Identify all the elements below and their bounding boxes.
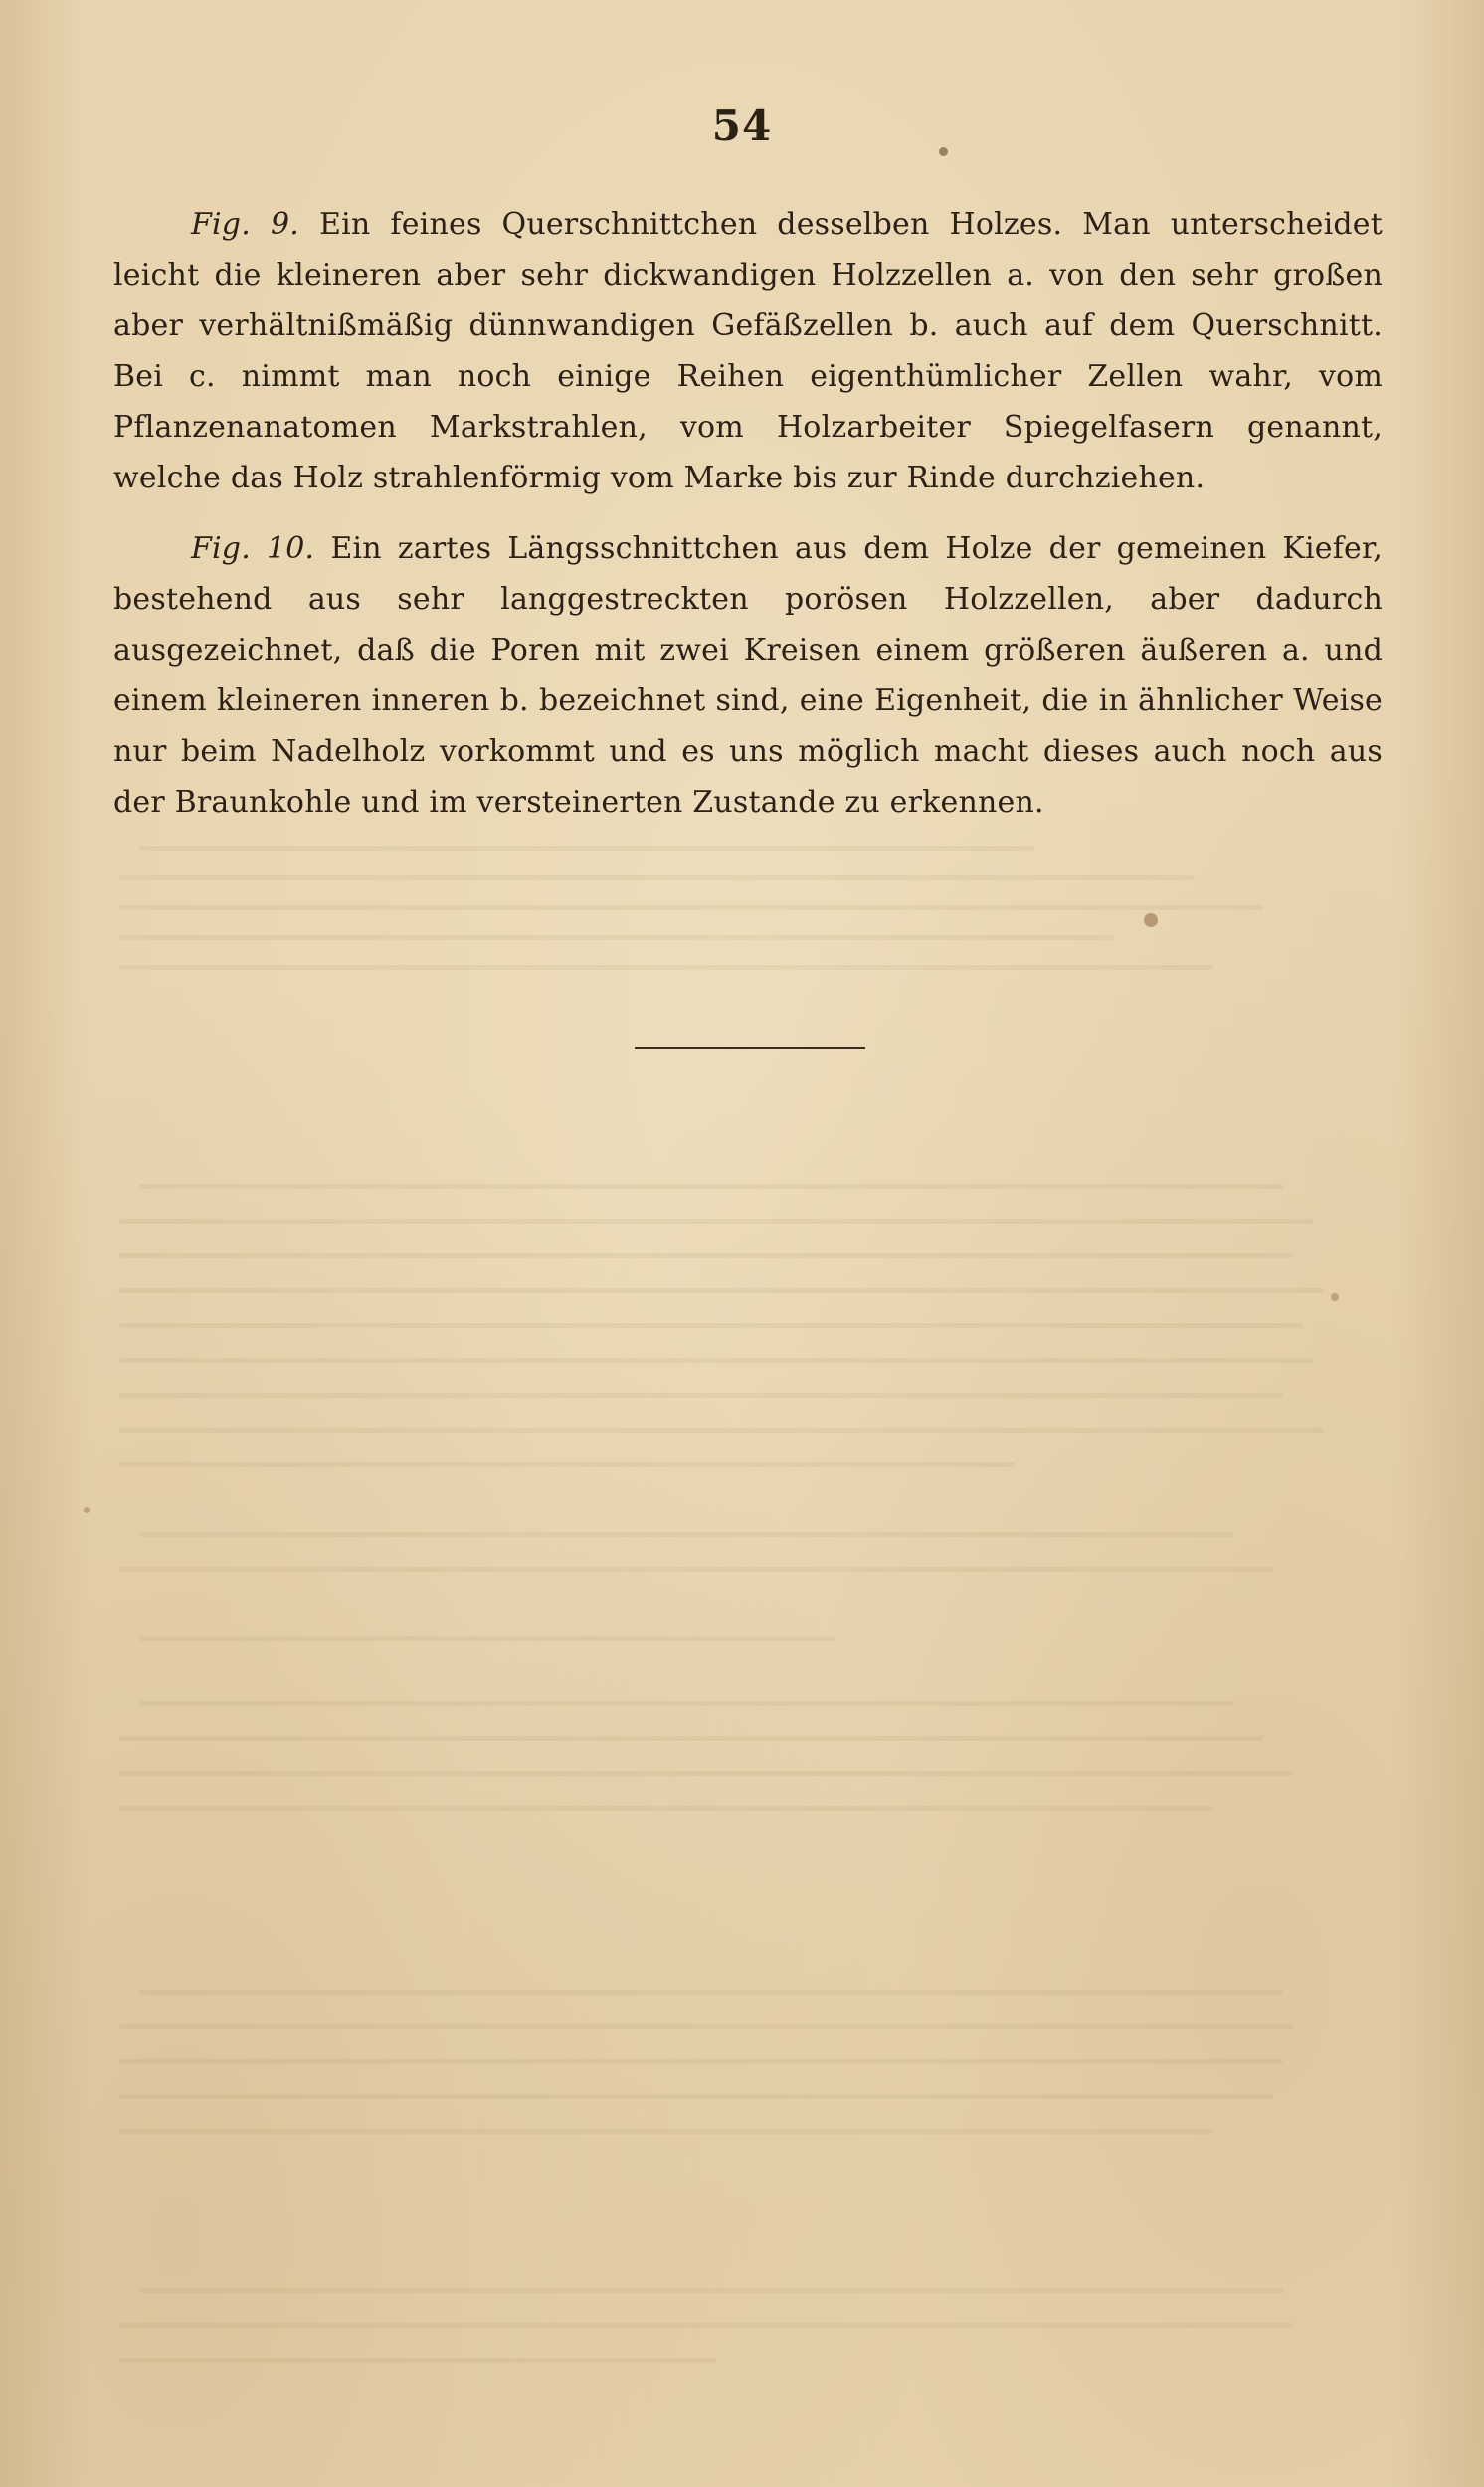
ink-speck: [1144, 913, 1158, 927]
section-divider: [635, 1047, 865, 1049]
ink-speck: [84, 1507, 90, 1513]
figure-label: Fig. 10.: [191, 531, 315, 566]
body-text: [113, 199, 1383, 848]
caption-text: Ein feines Querschnittchen desselben Holzes. Man unterscheidet leicht die kleineren aber sehr dickwandigen Holzzellen a. von den sehr großen aber verhältnißmäßig dünnwandigen Gefäßzellen b. auch auf dem Querschnitt. Bei c. nimmt man noch einige Reihen eigenthümlicher Zellen wahr, vom Pflanzenanatomen Markstrahlen, vom Holzarbeiter Spiegelfasern genannt, welche das Holz strahlenförmig vom Marke bis zur Rinde durchziehen.: [113, 207, 1383, 495]
page-number: 54: [711, 101, 773, 150]
figure-label: Fig. 9.: [191, 207, 299, 242]
ink-speck: [1331, 1293, 1339, 1301]
figure-caption-9: [113, 199, 1383, 503]
caption-text: Ein zartes Längsschnittchen aus dem Holze der gemeinen Kiefer, bestehend aus sehr langgestreckten porösen Holzzellen, aber dadurch ausgezeichnet, daß die Poren mit zwei Kreisen einem größeren äußeren a. und einem kleineren inneren b. bezeichnet sind, eine Eigenheit, die in ähnlicher Weise nur beim Nadelholz vorkommt und es uns möglich macht dieses auch noch aus der Braunkohle und im versteinerten Zustande zu erkennen.: [113, 531, 1383, 820]
figure-caption-10: [113, 523, 1383, 828]
